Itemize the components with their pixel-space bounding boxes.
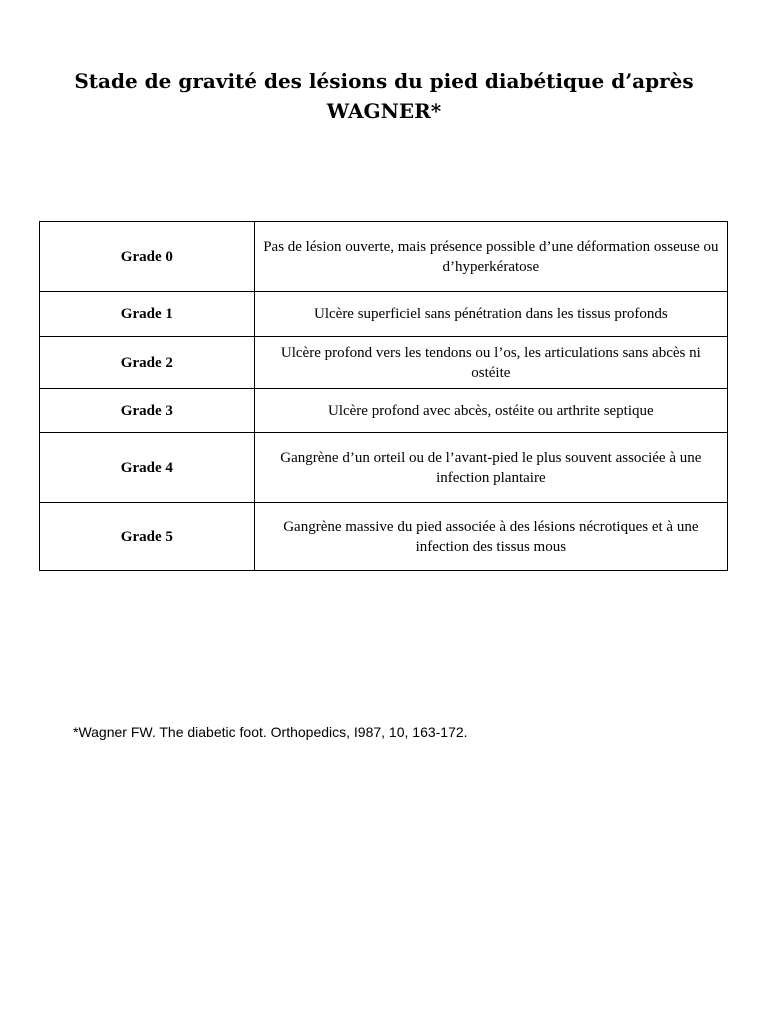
page-title-line-1: Stade de gravité des lésions du pied diabétique d’après (74, 69, 694, 93)
grade-cell: Grade 3 (40, 389, 255, 433)
grade-cell: Grade 2 (40, 337, 255, 389)
grade-cell: Grade 0 (40, 222, 255, 292)
grade-cell: Grade 5 (40, 503, 255, 571)
wagner-grade-table (39, 221, 728, 571)
description-cell: Ulcère profond vers les tendons ou l’os, les articulations sans abcès ni ostéite (254, 337, 727, 389)
description-cell: Gangrène d’un orteil ou de l’avant-pied le plus souvent associée à une infection plantaire (254, 433, 727, 503)
table-row (40, 292, 728, 337)
table-row (40, 503, 728, 571)
description-cell: Ulcère profond avec abcès, ostéite ou arthrite septique (254, 389, 727, 433)
description-cell: Ulcère superficiel sans pénétration dans les tissus profonds (254, 292, 727, 337)
page-title-line-2: WAGNER* (326, 99, 442, 123)
table-row (40, 389, 728, 433)
table-row (40, 222, 728, 292)
description-cell: Gangrène massive du pied associée à des lésions nécrotiques et à une infection des tissus mous (254, 503, 727, 571)
page-title (0, 66, 768, 126)
grade-cell: Grade 1 (40, 292, 255, 337)
table-row (40, 337, 728, 389)
description-cell: Pas de lésion ouverte, mais présence possible d’une déformation osseuse ou d’hyperkératose (254, 222, 727, 292)
footnote-reference: *Wagner FW. The diabetic foot. Orthopedics, I987, 10, 163-172. (73, 724, 468, 740)
grade-cell: Grade 4 (40, 433, 255, 503)
table-row (40, 433, 728, 503)
